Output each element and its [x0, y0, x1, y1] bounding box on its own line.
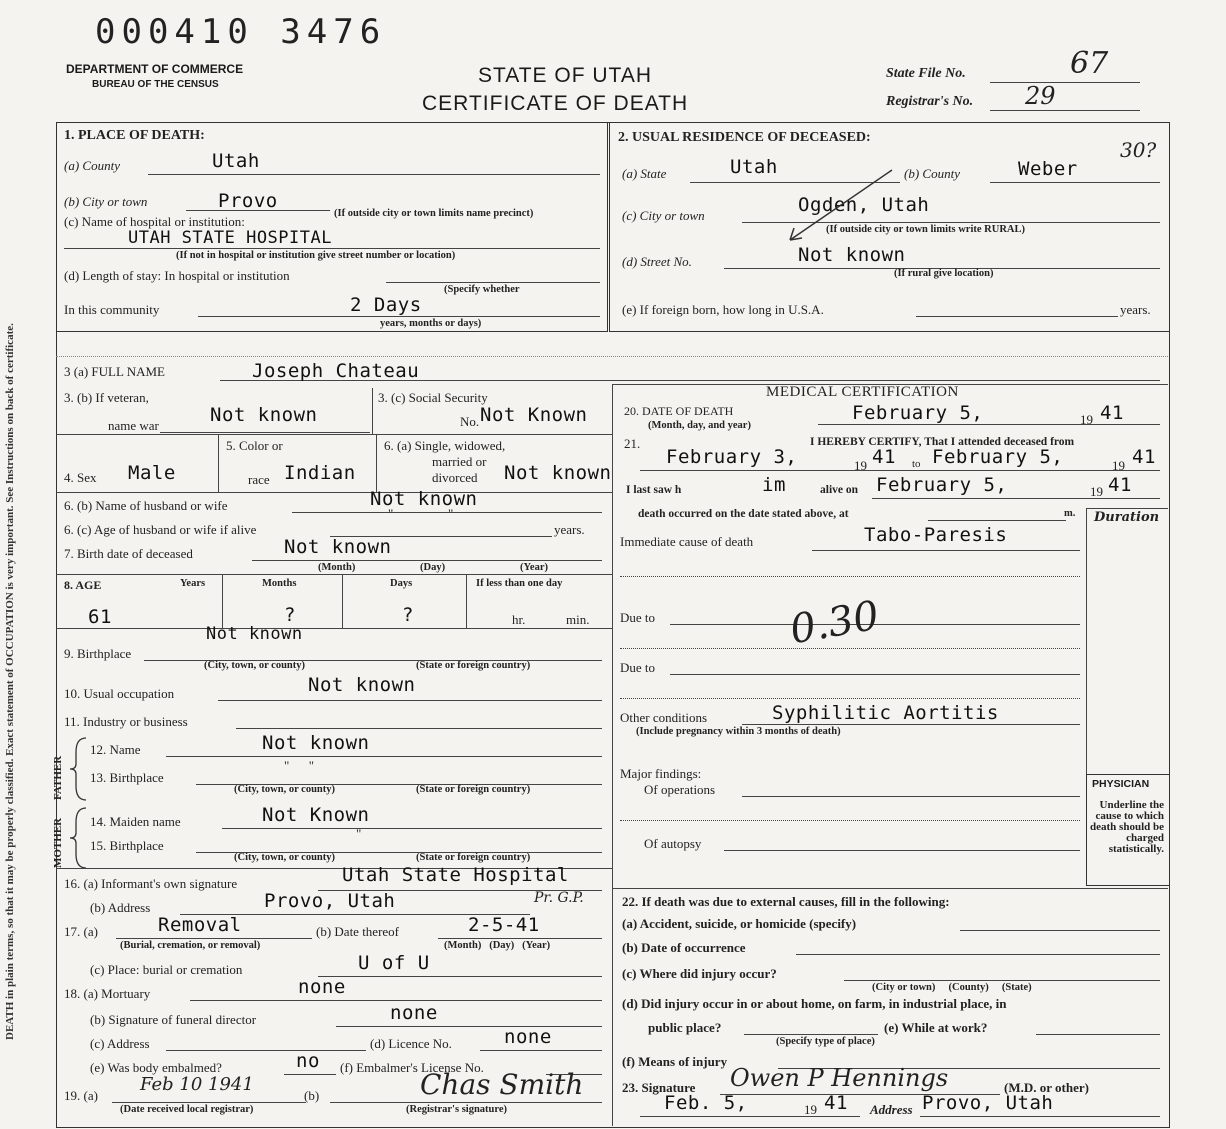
state-title: STATE OF UTAH	[478, 64, 652, 87]
alive-on-label: alive on	[820, 484, 859, 496]
certify-number: 21.	[624, 436, 641, 451]
death-city-label: (b) City or town	[64, 194, 148, 209]
signature-label: 23. Signature	[622, 1080, 696, 1095]
signature-year: 41	[824, 1092, 848, 1114]
where-note: (City or town) (County) (State)	[872, 982, 1032, 993]
ssn-label: 3. (c) Social Security	[378, 390, 488, 405]
attended-to-year: 41	[1132, 446, 1156, 468]
other-conditions-label: Other conditions	[620, 710, 708, 725]
death-date-sub: (Month, day, and year)	[648, 420, 751, 431]
medical-heading: MEDICAL CERTIFICATION	[766, 384, 959, 400]
mother-name-label: 14. Maiden name	[90, 814, 181, 829]
signature-address: Provo, Utah	[922, 1092, 1054, 1114]
informant-address-label: (b) Address	[90, 900, 151, 915]
due-to-label-1: Due to	[620, 610, 656, 625]
of-operations-label: Of operations	[644, 782, 716, 797]
community-value: 2 Days	[350, 294, 422, 316]
age-days-label: Days	[390, 578, 413, 589]
spouse: Not known	[370, 488, 478, 510]
registrar-section-label: 19. (a)	[64, 1088, 98, 1103]
father-name: Not known	[262, 732, 370, 754]
mother-name: Not Known	[262, 804, 370, 826]
age-label: 8. AGE	[64, 578, 102, 592]
veteran-label: 3. (b) If veteran,	[64, 390, 149, 405]
full-name-label: 3 (a) FULL NAME	[64, 364, 165, 379]
mother-side-label: MOTHER	[52, 817, 64, 868]
burial-place-label: (c) Place: burial or cremation	[90, 962, 243, 977]
birth-year-note: (Year)	[520, 562, 548, 573]
spouse-label: 6. (b) Name of husband or wife	[64, 498, 228, 513]
birthplace-city-note: (City, town, or county)	[204, 660, 306, 671]
hospital-note: (If outside city or town limits name precinct)	[334, 208, 534, 219]
father-birthplace-ditto: " "	[284, 758, 315, 773]
name-war: Not known	[210, 404, 318, 426]
attended-from: February 3,	[666, 446, 798, 468]
sig-year-prefix: 19	[804, 1102, 817, 1117]
sig-address-label: Address	[870, 1102, 913, 1117]
death-county-label: (a) County	[64, 158, 120, 173]
informant-initials: Pr. G.P.	[534, 890, 584, 906]
father-side-label: FATHER	[52, 755, 64, 800]
disposition: Removal	[158, 914, 242, 936]
hospital-sub-note: (If not in hospital or institution give street number or location)	[176, 250, 456, 261]
occupation-label: 10. Usual occupation	[64, 686, 175, 701]
signature-date: Feb. 5,	[664, 1092, 748, 1114]
res-county: Weber	[1018, 158, 1078, 180]
industry-label: 11. Industry or business	[64, 714, 188, 729]
bureau-line: BUREAU OF THE CENSUS	[92, 79, 219, 90]
death-date: February 5,	[852, 402, 984, 424]
age-months: ?	[284, 604, 296, 626]
stay-label: (d) Length of stay: In hospital or institution	[64, 268, 290, 283]
other-conditions: Syphilitic Aortitis	[772, 702, 999, 724]
major-findings-label: Major findings:	[620, 766, 702, 781]
state-file-value: 67	[1070, 46, 1109, 81]
physician-note: Underline the cause to which death should be charged statistically.	[1090, 799, 1164, 855]
marital-label-1: 6. (a) Single, widowed,	[384, 438, 506, 453]
res-street: Not known	[798, 244, 906, 266]
informant-label: 16. (a) Informant's own signature	[64, 876, 238, 891]
department-line: DEPARTMENT OF COMMERCE	[66, 62, 244, 76]
spouse-age-years: years.	[554, 522, 585, 537]
to-year-prefix: 19	[1112, 458, 1125, 473]
registrar-value: 29	[1025, 82, 1056, 110]
margin-note: 30?	[1120, 138, 1157, 162]
certify-text: I HEREBY CERTIFY, That I attended deceased from	[810, 436, 1075, 448]
where-label: (c) Where did injury occur?	[622, 966, 777, 981]
immediate-cause-label: Immediate cause of death	[620, 534, 754, 549]
embalmed: no	[296, 1050, 320, 1072]
birthplace-state-note: (State or foreign country)	[416, 660, 531, 671]
age-less-label: If less than one day	[476, 578, 563, 589]
res-state: Utah	[730, 156, 778, 178]
last-saw: im	[762, 474, 786, 496]
res-city: Ogden, Utah	[798, 194, 930, 216]
mother-state-note: (State or foreign country)	[416, 852, 531, 863]
race: Indian	[284, 462, 356, 484]
ssn-no-label: No.	[460, 414, 480, 429]
death-date-label: 20. DATE OF DEATH	[624, 404, 734, 418]
registrar-b: (b)	[304, 1088, 320, 1103]
birth-date-label: 7. Birth date of deceased	[64, 546, 193, 561]
registrar-label: Registrar's No.	[886, 94, 974, 109]
to-label: to	[912, 458, 921, 470]
age-min: min.	[566, 612, 590, 627]
res-county-label: (b) County	[904, 166, 960, 181]
specify-note: (Specify whether	[444, 284, 520, 295]
registrar-date-note: (Date received local registrar)	[120, 1104, 254, 1115]
licence: none	[504, 1026, 552, 1048]
race-label: race	[248, 472, 270, 487]
duration-label: Duration	[1094, 510, 1160, 525]
res-street-note: (If rural give location)	[894, 268, 994, 279]
hospital-label: (c) Name of hospital or institution:	[64, 214, 245, 229]
immediate-cause: Tabo-Paresis	[864, 524, 1008, 546]
age-hr: hr.	[512, 612, 526, 627]
res-street-label: (d) Street No.	[622, 254, 692, 269]
ymd-note: years, months or days)	[380, 318, 482, 329]
res-state-label: (a) State	[622, 166, 667, 181]
spouse-age-ditto-2: "	[448, 506, 454, 521]
side-instruction-text: DEATH in plain terms, so that it may be properly classified. Exact statement of OCCUPATION is very important. See Instructions on back of certificate.	[4, 323, 16, 1040]
mother-birthplace-label: 15. Birthplace	[90, 838, 164, 853]
spouse-age-ditto: "	[388, 506, 394, 521]
birth-day-note: (Day)	[420, 562, 446, 573]
occurred-text: death occurred on the date stated above, at	[638, 508, 849, 520]
mother-brace	[68, 806, 88, 870]
mortuary-label: 18. (a) Mortuary	[64, 986, 151, 1001]
while-at-work-label: (e) While at work?	[884, 1020, 988, 1035]
last-year-prefix: 19	[1090, 484, 1103, 499]
registrar-sig-note: (Registrar's signature)	[406, 1104, 507, 1115]
funeral-director-label: (b) Signature of funeral director	[90, 1012, 257, 1027]
due-to-scribble: 0.30	[786, 592, 883, 654]
father-city-note: (City, town, or county)	[234, 784, 336, 795]
father-brace	[68, 736, 88, 802]
sex-label: 4. Sex	[64, 470, 97, 485]
other-conditions-note: (Include pregnancy within 3 months of death)	[636, 726, 841, 737]
embalmed-label: (e) Was body embalmed?	[90, 1060, 222, 1075]
marital-label-3: divorced	[432, 470, 478, 485]
informant-address: Provo, Utah	[264, 890, 396, 912]
sex: Male	[128, 462, 176, 484]
burial-place: U of U	[358, 952, 430, 974]
death-city: Provo	[218, 190, 278, 212]
spouse-age-label: 6. (c) Age of husband or wife if alive	[64, 522, 257, 537]
name-war-label: name war	[108, 418, 159, 433]
full-name: Joseph Chateau	[252, 360, 420, 382]
specify-place-note: (Specify type of place)	[776, 1036, 875, 1047]
embalmer-label: (f) Embalmer's License No.	[340, 1060, 484, 1075]
foreign-born-years: years.	[1120, 302, 1151, 317]
disposition-date-note: (Month) (Day) (Year)	[444, 940, 551, 951]
disposition-date: 2-5-41	[468, 914, 540, 936]
serial-number: 000410 3476	[95, 12, 387, 52]
ssn: Not Known	[480, 404, 588, 426]
home-label: (d) Did injury occur in or about home, on farm, in industrial place, in	[622, 996, 1007, 1011]
due-to-label-2: Due to	[620, 660, 656, 675]
age-years-label: Years	[180, 578, 206, 589]
birthplace-label: 9. Birthplace	[64, 646, 132, 661]
certificate-title: CERTIFICATE OF DEATH	[422, 92, 689, 115]
attended-to: February 5,	[932, 446, 1064, 468]
disposition-label: 17. (a)	[64, 924, 98, 939]
attended-from-year: 41	[872, 446, 896, 468]
last-saw-date: February 5,	[876, 474, 1008, 496]
mortuary: none	[298, 976, 346, 998]
occurrence-date-label: (b) Date of occurrence	[622, 940, 746, 955]
age-months-label: Months	[262, 578, 297, 589]
external-heading: 22. If death was due to external causes, fill in the following:	[622, 894, 950, 909]
foreign-born-label: (e) If foreign born, how long in U.S.A.	[622, 302, 824, 317]
last-saw-label: I last saw h	[626, 484, 682, 496]
marital-label-2: married or	[432, 454, 487, 469]
state-file-label: State File No.	[886, 66, 966, 81]
marital: Not known	[504, 462, 612, 484]
place-of-death-heading: 1. PLACE OF DEATH:	[64, 128, 205, 143]
of-autopsy-label: Of autopsy	[644, 836, 702, 851]
residence-heading: 2. USUAL RESIDENCE OF DECEASED:	[618, 130, 871, 145]
birth-date: Not known	[284, 536, 392, 558]
disposition-date-label: (b) Date thereof	[316, 924, 400, 939]
registrar-signature: Chas Smith	[420, 1068, 584, 1101]
mother-birthplace-ditto: "	[356, 826, 362, 841]
color-label: 5. Color or	[226, 438, 283, 453]
death-year: 41	[1100, 402, 1124, 424]
arrow-mark	[784, 166, 894, 246]
age-years: 61	[88, 606, 112, 628]
informant: Utah State Hospital	[342, 864, 569, 886]
birthplace: Not known	[206, 624, 303, 644]
fd-address-label: (c) Address	[90, 1036, 150, 1051]
physician-signature: Owen P Hennings	[730, 1064, 949, 1092]
father-name-label: 12. Name	[90, 742, 141, 757]
death-year-prefix: 19	[1080, 412, 1093, 427]
res-city-note: (If outside city or town limits write RURAL)	[826, 224, 1025, 235]
from-year-prefix: 19	[854, 458, 867, 473]
means-label: (f) Means of injury	[622, 1054, 728, 1069]
father-birthplace-label: 13. Birthplace	[90, 770, 164, 785]
occupation: Not known	[308, 674, 416, 696]
res-city-label: (c) City or town	[622, 208, 705, 223]
funeral-director: none	[390, 1002, 438, 1024]
occurred-m: m.	[1064, 508, 1076, 519]
licence-label: (d) Licence No.	[370, 1036, 452, 1051]
registrar-date: Feb 10 1941	[140, 1074, 254, 1095]
community-label: In this community	[64, 302, 160, 317]
accident-label: (a) Accident, suicide, or homicide (specify)	[622, 916, 857, 931]
disposition-note: (Burial, cremation, or removal)	[120, 940, 261, 951]
last-saw-year: 41	[1108, 474, 1132, 496]
hospital-name: UTAH STATE HOSPITAL	[128, 228, 332, 248]
age-days: ?	[402, 604, 414, 626]
physician-label: PHYSICIAN	[1092, 778, 1150, 790]
md-label: (M.D. or other)	[1004, 1080, 1089, 1095]
father-state-note: (State or foreign country)	[416, 784, 531, 795]
death-county: Utah	[212, 150, 260, 172]
mother-city-note: (City, town, or county)	[234, 852, 336, 863]
public-place-label: public place?	[648, 1020, 722, 1035]
birth-month-note: (Month)	[318, 562, 356, 573]
